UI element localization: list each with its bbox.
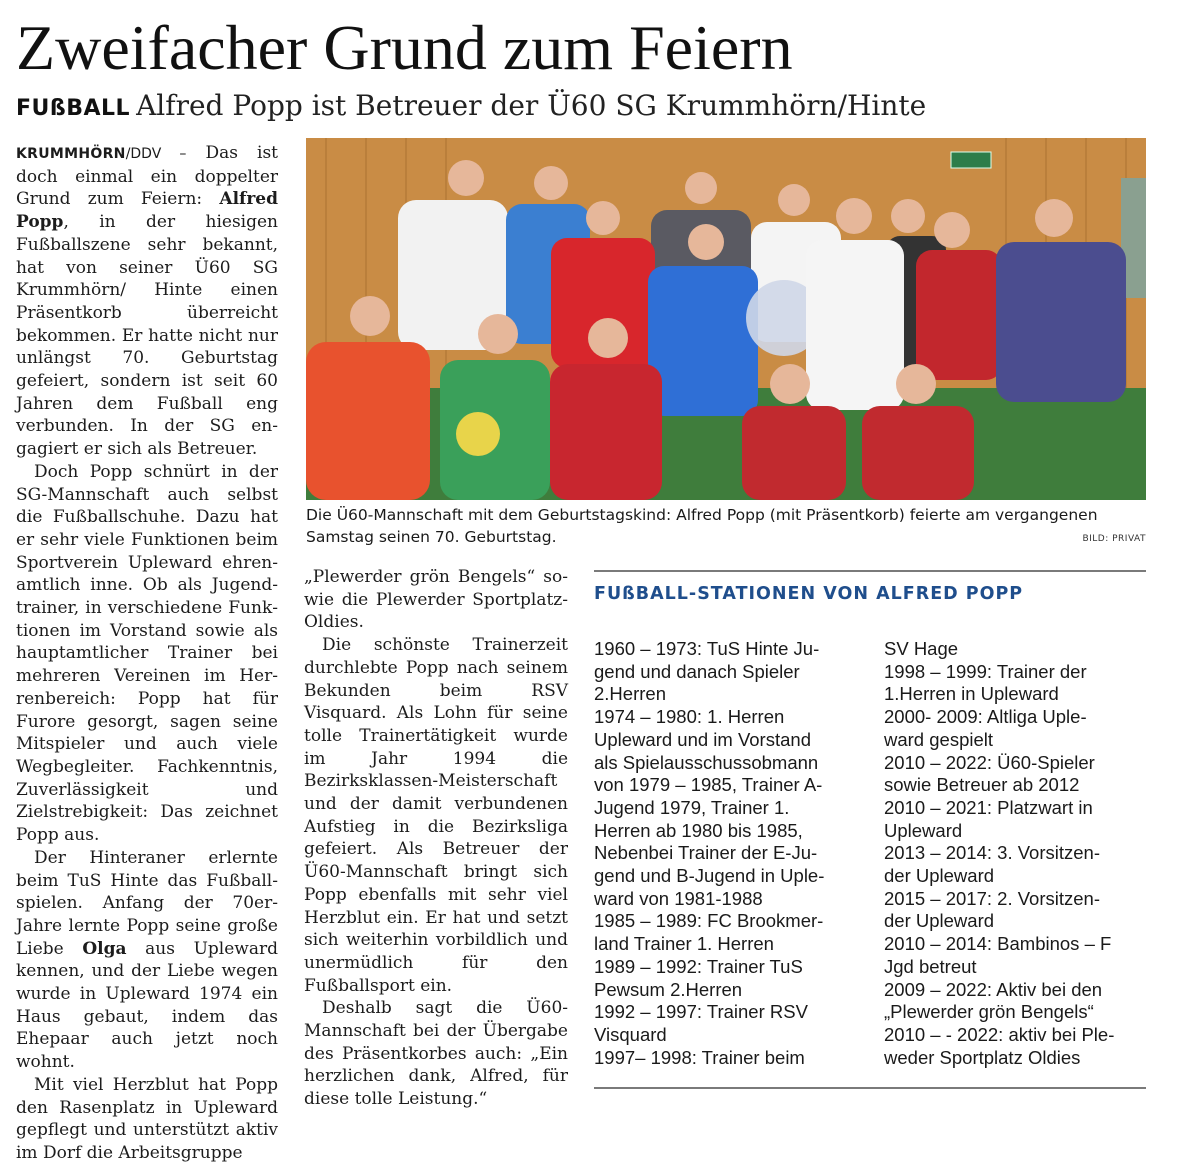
paragraph-3: [16, 847, 278, 1074]
station-line: weder Sportplatz Oldies: [884, 1046, 1081, 1068]
station-line: 1997– 1998: Trainer beim: [594, 1046, 805, 1068]
station-line: 2010 – 2022: Ü60-Spieler: [884, 751, 1095, 773]
name-highlight: Alfred Popp: [16, 189, 279, 233]
paragraph-1-text-cont: , in der hiesigen Fußballszene sehr bekannt, hat von seiner Ü60 SG Krummhörn/ Hinte einen Präsentkorb überreicht bekommen. Er hatte nicht nur unlängst 70. Geburtstag gefeiert, sondern ist seit 60 Jahren dem Fußball eng verbunden. In der SG engagiert er sich als Betreuer.: [16, 212, 278, 460]
subheadline: [16, 86, 1186, 129]
paragraph-4: Mit viel Herzblut hat Popp den Rasenplatz in Upleward gepflegt und unterstützt aktiv im Dorf die Arbeitsgruppe: [16, 1074, 278, 1163]
paragraph-7: Deshalb sagt die Ü60-Mannschaft bei der Übergabe des Präsentkorbes auch: „Ein herzlichen dank, Alfred, für diese tolle Leistung.“: [304, 998, 568, 1110]
station-line: 2010 – 2021: Platzwart in: [884, 796, 1093, 818]
paragraph-2: Doch Popp schnürt in der SG-Mannschaft auch selbst die Fußballschuhe. Dazu hat er sehr viele Funktionen beim Sportverein Upleward ehrenamtlich inne. Ob als Jugendtrainer, in verschiedene Funktionen im Vorstand sowie als hauptamtlicher Trainer bei mehreren Vereinen im Herrenbereich: Popp hat für Furore gesorgt, sagen seine Mitspieler und auch viele Wegbegleiter. Fachkenntnis, Zuverlässigkeit und Zielstrebigkeit: Das zeichnet Popp aus.: [16, 461, 278, 846]
headline: Zweifacher Grund zum Feiern: [16, 12, 793, 83]
subheadline-text: Alfred Popp ist Betreuer der Ü60 SG Krummhörn/Hinte: [136, 89, 927, 122]
station-line: Visquard: [594, 1023, 667, 1045]
name-highlight: Olga: [82, 938, 127, 959]
station-line: 2013 – 2014: 3. Vorsitzen-: [884, 842, 1100, 864]
station-line: 2009 – 2022: Aktiv bei den: [884, 978, 1103, 1000]
station-line: von 1979 – 1985, Trainer A-: [594, 774, 823, 796]
team-photo: [306, 138, 1146, 500]
station-line: gend und B-Jugend in Uple-: [594, 865, 825, 887]
station-line: 1985 – 1989: FC Brookmer-: [594, 910, 824, 932]
station-line: Nebenbei Trainer der E-Ju-: [594, 842, 818, 864]
paragraph-1-text: Das ist doch einmal ein doppelter Grund zum Feiern:: [16, 143, 279, 210]
station-line: sowie Betreuer ab 2012: [884, 774, 1080, 796]
station-line: Jgd betreut: [884, 955, 977, 977]
station-line: land Trainer 1. Herren: [594, 933, 774, 955]
station-line: Pewsum 2.Herren: [594, 978, 743, 1000]
article-column-1: [16, 142, 279, 1163]
station-line: Jugend 1979, Trainer 1.: [594, 796, 790, 818]
dateline: KRUMMHÖRN: [16, 146, 126, 162]
station-line: 1960 – 1973: TuS Hinte Ju-: [594, 638, 820, 659]
station-line: „Plewerder grön Bengels“: [884, 1001, 1094, 1023]
station-line: 2015 – 2017: 2. Vorsitzen-: [884, 887, 1100, 909]
station-line: ward gespielt: [884, 728, 994, 750]
station-line: 1998 – 1999: Trainer der: [884, 660, 1087, 682]
infobox-column-2: [884, 638, 1146, 1069]
article-column-2: [304, 566, 568, 1110]
station-line: der Upleward: [884, 865, 995, 887]
station-line: 1992 – 1997: Trainer RSV: [594, 1001, 808, 1023]
paragraph-1: [16, 142, 278, 461]
photo-caption: Die Ü60-Mannschaft mit dem Geburtstagskind: Alfred Popp (mit Präsentkorb) feierte am vergangenen Samstag seinen 70. Geburtstag.: [306, 506, 1098, 546]
station-line: 2.Herren: [594, 683, 666, 705]
infobox-title: FUßBALL-STATIONEN VON ALFRED POPP: [594, 584, 1024, 604]
infobox-bottom-rule: [594, 1087, 1146, 1089]
paragraph-6: Die schönste Trainerzeit durchlebte Popp nach seinem Bekunden beim RSV Visquard. Als Lohn für seine tolle Trainertätigkeit wurde im Jahr 1994 die Bezirksklassen-Meisterschaft und der damit verbundenen Aufstieg in die Bezirksliga gefeiert. Als Betreuer der Ü60-Mannschaft bringt sich Popp ebenfalls mit sehr viel Herzblut ein. Er hat und setzt sich weiterhin vorbildlich und unermüdlich für den Fußballsport ein.: [304, 635, 568, 996]
kicker: FUßBALL: [16, 96, 131, 121]
agency: /DDV –: [125, 146, 187, 162]
station-line: 1974 – 1980: 1. Herren: [594, 706, 785, 728]
station-line: 1989 – 1992: Trainer TuS: [594, 955, 803, 977]
station-line: Herren ab 1980 bis 1985,: [594, 819, 803, 841]
station-line: 2000- 2009: Altliga Uple-: [884, 706, 1087, 728]
paragraph-3-text: Der Hinteraner erlernte beim TuS Hinte das Fußballspielen. Anfang der 70er-Jahre lernte Popp seine große Liebe: [16, 847, 278, 959]
station-line: der Upleward: [884, 910, 995, 932]
station-line: gend und danach Spieler: [594, 660, 800, 682]
paragraph-3-text-cont: aus Upleward kennen, und der Liebe wegen wurde in Upleward 1974 ein Haus gebaut, indem das Ehepaar auch jetzt noch wohnt.: [16, 938, 278, 1073]
infobox-top-rule: [594, 570, 1146, 572]
station-line: SV Hage: [884, 638, 959, 659]
station-line: Upleward: [884, 819, 963, 841]
station-line: 1.Herren in Upleward: [884, 683, 1059, 705]
photo-credit: BILD: PRIVAT: [1082, 534, 1146, 544]
station-line: 2010 – - 2022: aktiv bei Ple-: [884, 1023, 1115, 1045]
station-line: Upleward und im Vorstand: [594, 728, 811, 750]
team-photo-image: [306, 138, 1146, 500]
station-line: als Spielausschussobmann: [594, 751, 819, 773]
station-line: 2010 – 2014: Bambinos – F: [884, 933, 1112, 955]
infobox-column-1: [594, 638, 864, 1069]
paragraph-5: „Plewerder grön Bengels“ sowie die Plewerder Sportplatz-Oldies.: [304, 567, 568, 633]
station-line: ward von 1981-1988: [594, 887, 763, 909]
